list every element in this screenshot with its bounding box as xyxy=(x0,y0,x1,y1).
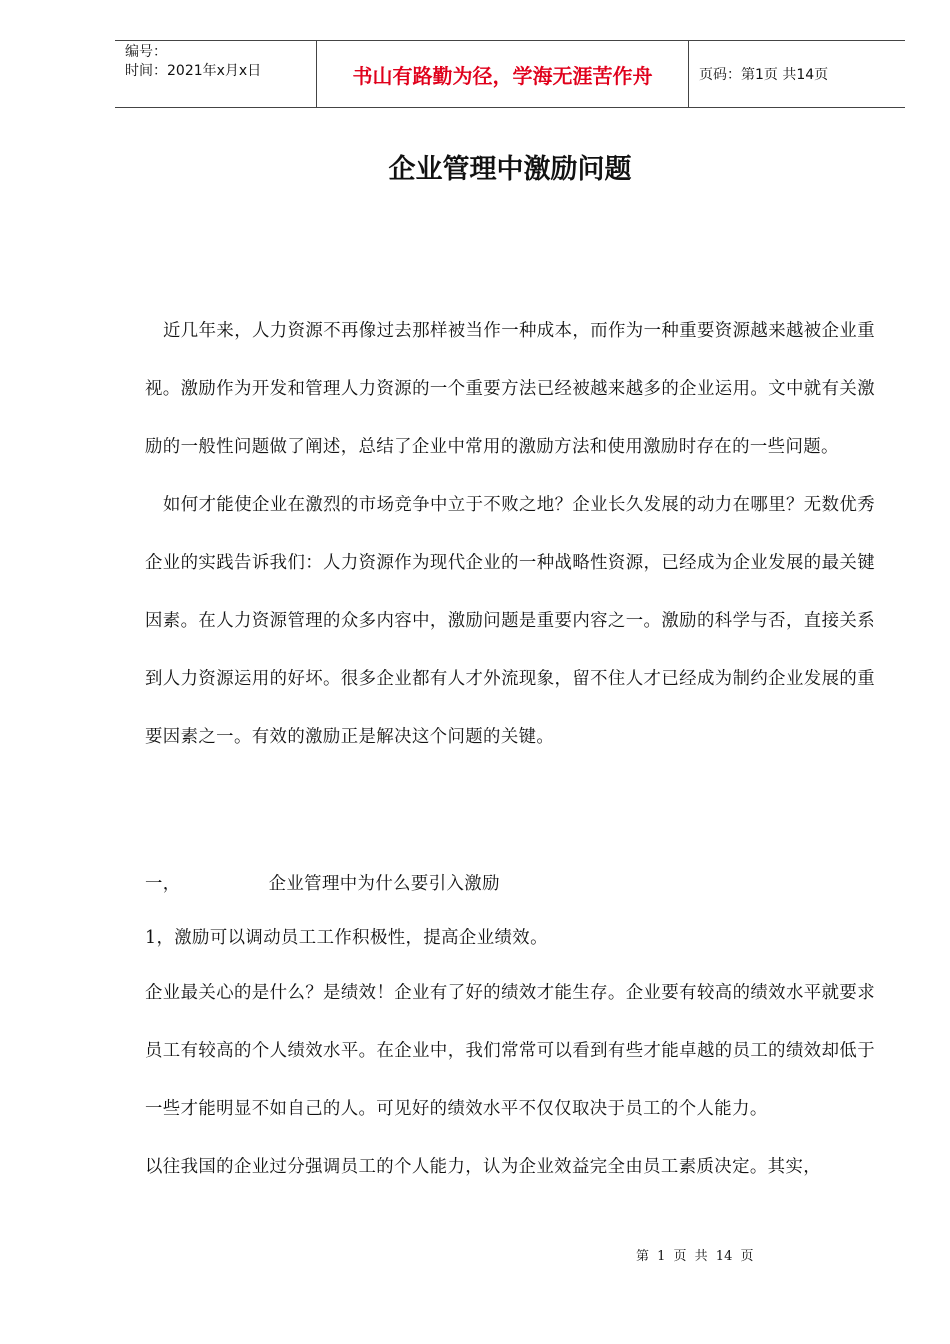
serial-label: 编号： xyxy=(125,44,167,60)
header-meta-cell xyxy=(115,41,317,107)
section-1-title: 企业管理中为什么要引入激励 xyxy=(268,874,500,894)
intro-section xyxy=(145,302,875,766)
page-footer: 第 1 页 共 14 页 xyxy=(636,1249,754,1264)
intro-paragraph-2: 如何才能使企业在激烈的市场竞争中立于不败之地？企业长久发展的动力在哪里？无数优秀企业的实践告诉我们：人力资源作为现代企业的一种战略性资源，已经成为企业发展的最关键因素。在人力资源管理的众多内容中，激励问题是重要内容之一。激励的科学与否，直接关系到人力资源运用的好坏。很多企业都有人才外流现象，留不住人才已经成为制约企业发展的重要因素之一。有效的激励正是解决这个问题的关键。 xyxy=(145,495,875,747)
point-1-heading: 1，激励可以调动员工工作积极性，提高企业绩效。 xyxy=(145,928,548,948)
time-label: 时间：2021年x月x日 xyxy=(125,63,262,79)
header-page-info: 页码：第1页 共14页 xyxy=(699,67,829,83)
header-motto: 书山有路勤为径，学海无涯苦作舟 xyxy=(317,41,689,107)
section-1 xyxy=(145,871,875,1180)
document-title: 企业管理中激励问题 xyxy=(388,154,632,185)
continuation-line: 以往我国的企业过分强调员工的个人能力，认为企业效益完全由员工素质决定。其实， xyxy=(145,1157,822,1177)
section-1-heading xyxy=(145,871,875,897)
intro-paragraph-1: 近几年来，人力资源不再像过去那样被当作一种成本，而作为一种重要资源越来越被企业重视。激励作为开发和管理人力资源的一个重要方法已经被越来越多的企业运用。文中就有关激励的一般性问题做了阐述，总结了企业中常用的激励方法和使用激励时存在的一些问题。 xyxy=(145,321,875,457)
document-header xyxy=(115,40,905,108)
point-1-paragraph: 企业最关心的是什么？是绩效！企业有了好的绩效才能生存。企业要有较高的绩效水平就要求员工有较高的个人绩效水平。在企业中，我们常常可以看到有些才能卓越的员工的绩效却低于一些才能明显不如自己的人。可见好的绩效水平不仅仅取决于员工的个人能力。 xyxy=(145,983,875,1119)
section-1-number: 一， xyxy=(145,874,181,894)
